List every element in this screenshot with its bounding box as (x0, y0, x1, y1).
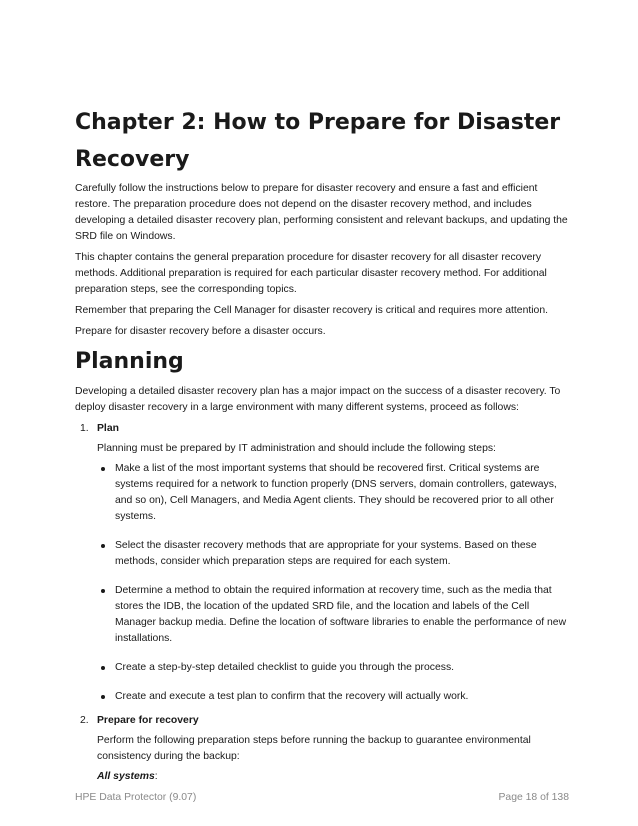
subhead-suffix: : (154, 771, 158, 782)
step-description: Perform the following preparation steps before running the backup to guarantee environmental consistency during the backup: (97, 735, 531, 762)
bullet-list (97, 461, 570, 705)
bullet-icon (101, 544, 105, 548)
bullet-text: Determine a method to obtain the required information at recovery time, such as the media that stores the IDB, the location of the updated SRD file, and the location and labels of the Cell Manager backup media. Define the location of software libraries to enable the performance of new installations. (115, 585, 567, 644)
section-title-planning: Planning (75, 349, 184, 374)
intro-paragraph: Remember that preparing the Cell Manager for disaster recovery is critical and requires more attention. (75, 305, 548, 316)
step-description: Planning must be prepared by IT administration and should include the following steps: (97, 443, 496, 454)
intro-paragraph: Prepare for disaster recovery before a disaster occurs. (75, 326, 326, 337)
step-item (75, 421, 570, 705)
bullet-text: Select the disaster recovery methods that are appropriate for your systems. Based on these methods, consider which preparation steps are required for each system. (115, 540, 537, 567)
bullet-icon (101, 695, 105, 699)
step-number: 1. (80, 423, 89, 434)
step-title: Plan (97, 423, 119, 434)
footer-product: HPE Data Protector (9.07) (75, 792, 197, 803)
bullet-text: Create a step-by-step detailed checklist to guide you through the process. (115, 662, 455, 673)
step-subhead (97, 769, 570, 785)
step-title: Prepare for recovery (97, 715, 199, 726)
list-item (97, 538, 570, 570)
planning-intro: Developing a detailed disaster recovery plan has a major impact on the success of a disaster recovery. To deploy disaster recovery in a large environment with many different systems, proceed as follows: (75, 386, 561, 413)
step-item (75, 713, 570, 785)
intro-paragraph: This chapter contains the general preparation procedure for disaster recovery for all disaster recovery methods. Additional preparation is required for each particular disaster recovery method. For additional preparation steps, see the corresponding topics. (75, 252, 547, 295)
steps-list (75, 421, 570, 785)
bullet-text: Create and execute a test plan to confirm that the recovery will actually work. (115, 691, 469, 702)
step-number: 2. (80, 715, 89, 726)
list-item (97, 461, 570, 525)
chapter-intro (75, 181, 570, 345)
bullet-icon (101, 666, 105, 670)
list-item (97, 583, 570, 647)
footer-page-number: Page 18 of 138 (498, 792, 569, 803)
bullet-icon (101, 589, 105, 593)
intro-paragraph: Carefully follow the instructions below to prepare for disaster recovery and ensure a fast and efficient restore. The preparation procedure does not depend on the disaster recovery method, and includes developing a detailed disaster recovery plan, performing consistent and relevant backups, and updating the SRD file on Windows. (75, 183, 568, 242)
subhead-text: All systems (97, 771, 155, 782)
list-item (97, 689, 570, 705)
planning-section (75, 384, 570, 791)
bullet-icon (101, 467, 105, 471)
list-item (97, 660, 570, 676)
chapter-title: Chapter 2: How to Prepare for Disaster Recovery (75, 110, 561, 172)
bullet-text: Make a list of the most important systems that should be recovered first. Critical systems are systems required for a network to function properly (DNS servers, domain controllers, gateways, and so on), Cell Managers, and Media Agent clients. They should be recovered prior to all other systems. (115, 463, 557, 522)
